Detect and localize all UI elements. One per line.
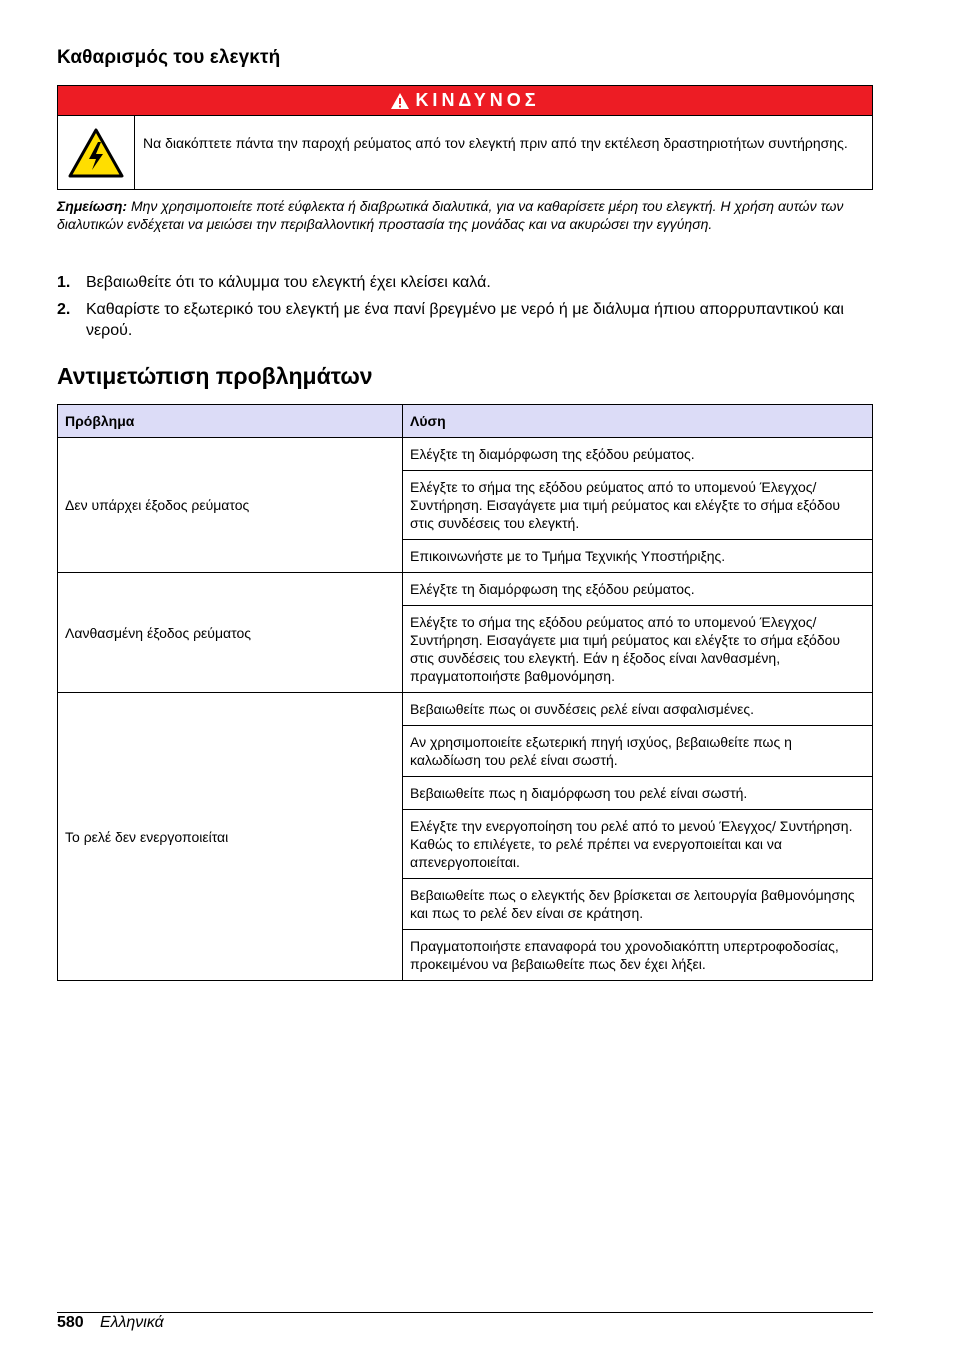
solution-cell: Ελέγξτε το σήμα της εξόδου ρεύματος από το υπομενού Έλεγχος/ Συντήρηση. Εισαγάγετε μια τιμή ρεύματος και ελέγξτε το σήμα εξόδου στις συνδέσεις του ελεγκτή. Εάν η έξοδος είναι λανθασμένη, πραγματοποιήστε βαθμονόμηση. [403, 606, 873, 693]
note-label: Σημείωση: [57, 198, 128, 214]
danger-header [58, 86, 872, 116]
solution-cell: Ελέγξτε την ενεργοποίηση του ρελέ από το μενού Έλεγχος/ Συντήρηση. Καθώς το επιλέγετε, το ρελέ πρέπει να ενεργοποιείται και να απενεργοποιείται. [403, 810, 873, 879]
step-item [57, 272, 873, 293]
step-number: 2. [57, 301, 71, 318]
column-header-solution: Λύση [403, 405, 873, 438]
page-footer [57, 1312, 873, 1331]
section-title-cleaning: Καθαρισμός του ελεγκτή [57, 47, 281, 68]
solution-cell: Αν χρησιμοποιείτε εξωτερική πηγή ισχύος, βεβαιωθείτε πως η καλωδίωση του ρελέ είναι σωστή. [403, 726, 873, 777]
danger-text: Να διακόπτετε πάντα την παροχή ρεύματος από τον ελεγκτή πριν από την εκτέλεση δραστηριοτήτων συντήρησης. [143, 135, 848, 151]
note-text: Μην χρησιμοποιείτε ποτέ εύφλεκτα ή διαβρωτικά διαλυτικά, για να καθαρίσετε μέρη του ελεγκτή. Η χρήση αυτών των διαλυτικών ενδέχεται να μειώσει την περιβαλλοντική προστασία της μονάδας και να ακυρώσει την εγγύηση. [57, 198, 844, 232]
troubleshooting-table [57, 404, 873, 981]
warning-triangle-icon [390, 92, 410, 110]
problem-cell: Δεν υπάρχει έξοδος ρεύματος [58, 438, 403, 573]
solution-cell: Βεβαιωθείτε πως οι συνδέσεις ρελέ είναι ασφαλισμένες. [403, 693, 873, 726]
step-item [57, 299, 873, 341]
solution-cell: Ελέγξτε τη διαμόρφωση της εξόδου ρεύματος. [403, 573, 873, 606]
page-number: 580 [57, 1314, 84, 1331]
section-title-troubleshooting: Αντιμετώπιση προβλημάτων [57, 363, 373, 389]
solution-cell: Ελέγξτε το σήμα της εξόδου ρεύματος από το υπομενού Έλεγχος/ Συντήρηση. Εισαγάγετε μια τιμή ρεύματος και ελέγξτε το σήμα εξόδου στις συνδέσεις του ελεγκτή. [403, 471, 873, 540]
danger-icon-cell [58, 116, 135, 189]
table-header-row [58, 405, 873, 438]
footer-language: Ελληνικά [100, 1314, 164, 1331]
step-text: Βεβαιωθείτε ότι το κάλυμμα του ελεγκτή έχει κλείσει καλά. [86, 274, 491, 291]
solution-cell: Πραγματοποιήστε επαναφορά του χρονοδιακόπτη υπερτροφοδοσίας, προκειμένου να βεβαιωθείτε πως δεν έχει λήξει. [403, 930, 873, 981]
danger-label: ΚΙΝΔΥΝΟΣ [415, 90, 540, 110]
solution-cell: Βεβαιωθείτε πως ο ελεγκτής δεν βρίσκεται σε λειτουργία βαθμονόμησης και πως το ρελέ δεν είναι σε κράτηση. [403, 879, 873, 930]
cleaning-steps [57, 272, 873, 347]
electrical-hazard-icon [68, 128, 124, 178]
column-header-problem: Πρόβλημα [58, 405, 403, 438]
table-row [58, 438, 873, 471]
note [57, 197, 873, 233]
solution-cell: Επικοινωνήστε με το Τμήμα Τεχνικής Υποστήριξης. [403, 540, 873, 573]
solution-cell: Ελέγξτε τη διαμόρφωση της εξόδου ρεύματος. [403, 438, 873, 471]
step-text: Καθαρίστε το εξωτερικό του ελεγκτή με ένα πανί βρεγμένο με νερό ή με διάλυμα ήπιου απορρυπαντικού και νερού. [86, 301, 844, 339]
problem-cell: Το ρελέ δεν ενεργοποιείται [58, 693, 403, 981]
danger-body [58, 116, 872, 189]
step-number: 1. [57, 274, 71, 291]
problem-cell: Λανθασμένη έξοδος ρεύματος [58, 573, 403, 693]
solution-cell: Βεβαιωθείτε πως η διαμόρφωση του ρελέ είναι σωστή. [403, 777, 873, 810]
table-row [58, 573, 873, 606]
danger-notice [57, 85, 873, 190]
table-row [58, 693, 873, 726]
